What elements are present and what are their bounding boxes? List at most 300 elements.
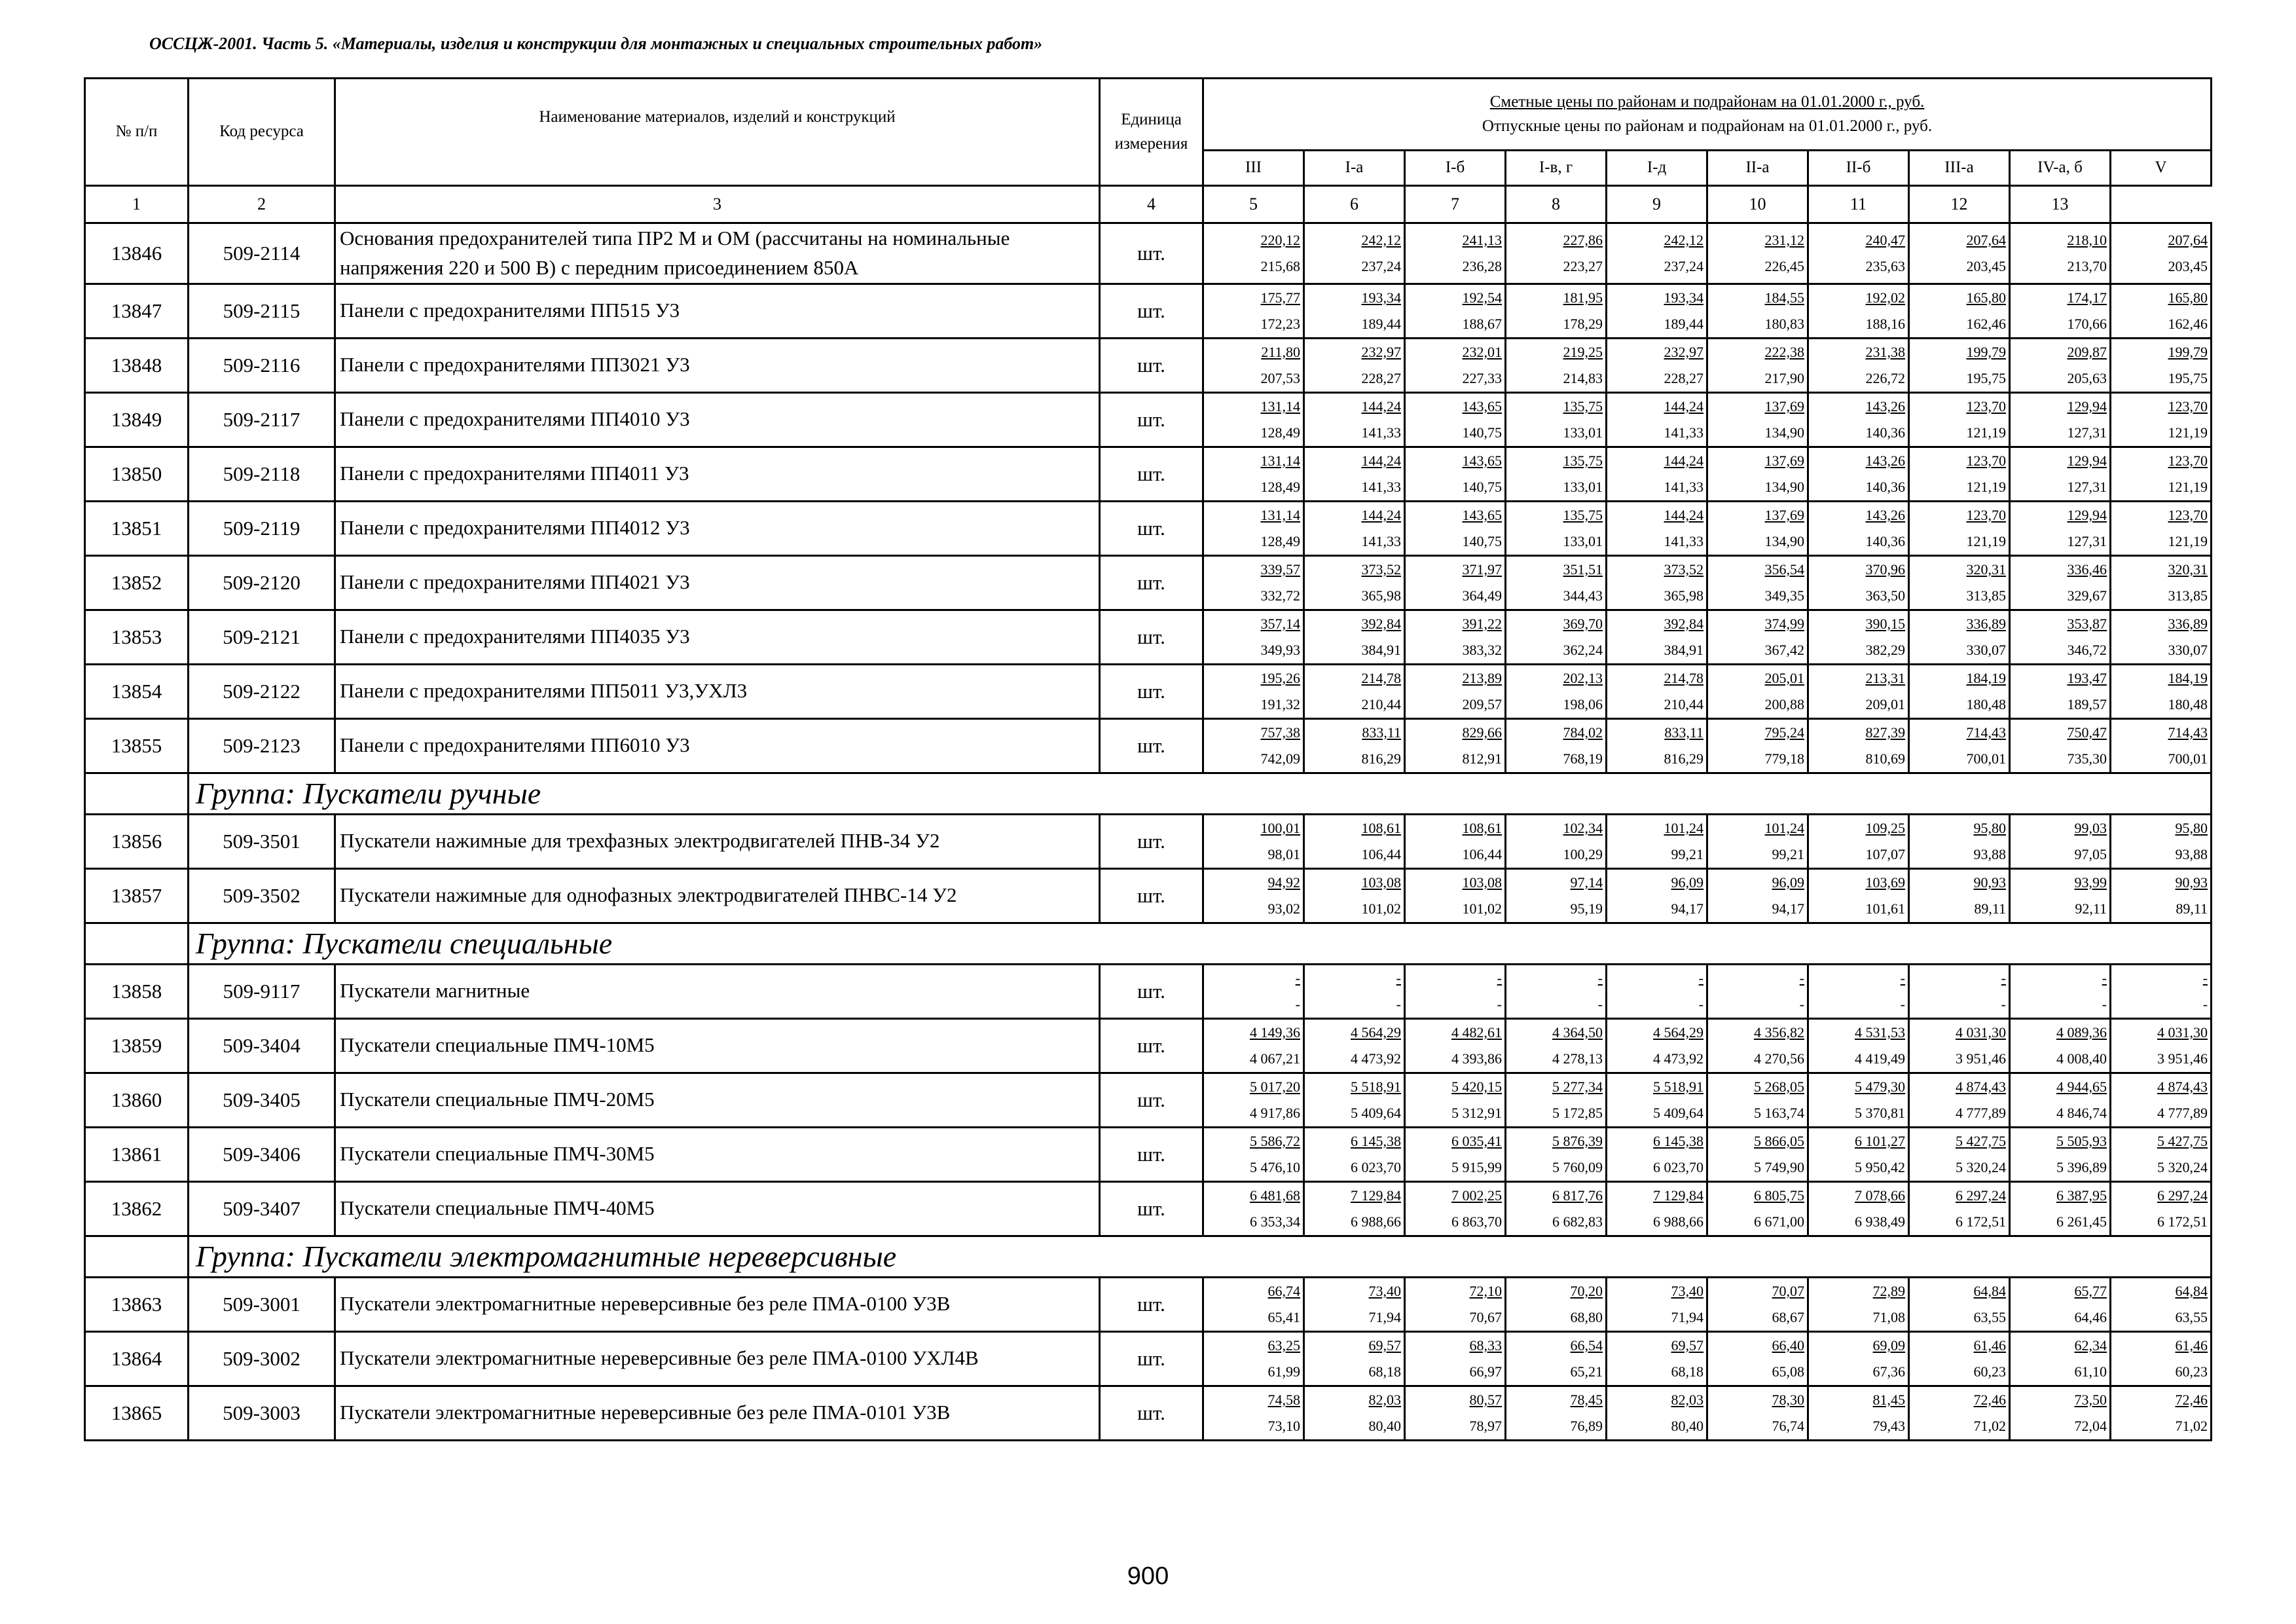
estimated-price: 240,47 [1865,231,1905,248]
table-row [85,1073,2212,1127]
release-price: 65,08 [1772,1363,1804,1380]
estimated-price: 6 481,68 [1250,1187,1300,1204]
table-row [85,555,2212,610]
estimated-price: - [1497,969,1502,986]
price-cell [1203,664,1304,718]
price-cell [1506,718,1607,773]
group-spacer [85,1236,189,1277]
estimated-price: 373,52 [1361,561,1401,578]
release-price: 189,44 [1361,315,1401,332]
item-name: Панели с предохранителями ПП3021 У3 [335,338,1100,392]
resource-code: 509-2117 [189,392,335,447]
price-cell [1506,964,1607,1018]
release-price: 76,89 [1570,1417,1603,1434]
price-cell [1607,814,1707,868]
release-price: 71,94 [1368,1308,1401,1325]
price-cell [2010,1018,2111,1073]
row-number: 13854 [85,664,189,718]
price-cell [1405,814,1506,868]
release-price: 67,36 [1872,1363,1905,1380]
estimated-price: - [2001,969,2006,986]
release-price: - [2202,995,2208,1012]
release-price: 94,17 [1772,900,1804,917]
price-cell [1304,664,1405,718]
estimated-price: 320,31 [2168,561,2208,578]
estimated-price: 192,02 [1865,289,1905,306]
estimated-price: 4 356,82 [1754,1024,1804,1041]
price-cell [1304,1018,1405,1073]
item-name: Пускатели электромагнитные нереверсивные без реле ПМА-0100 У3В [335,1277,1100,1331]
price-cell [1707,1331,1808,1386]
release-price: 106,44 [1462,845,1502,862]
estimated-price: 757,38 [1260,724,1300,741]
column-number: 9 [1607,186,1707,223]
unit: шт. [1100,555,1203,610]
release-price: 71,94 [1671,1308,1704,1325]
group-spacer [85,923,189,964]
release-price: 93,88 [2175,845,2208,862]
release-price: - [2001,995,2006,1012]
release-price: 188,67 [1462,315,1502,332]
group-row [85,923,2212,964]
estimated-price: 218,10 [2067,231,2107,248]
resource-code: 509-3501 [189,814,335,868]
price-cell [2111,1018,2212,1073]
unit: шт. [1100,964,1203,1018]
release-price: 128,49 [1260,532,1300,549]
estimated-price: 227,86 [1563,231,1603,248]
release-price: 5 320,24 [2157,1158,2208,1175]
estimated-price: 232,97 [1361,343,1401,360]
price-cell [1203,284,1304,338]
release-price: 6 023,70 [1653,1158,1704,1175]
estimated-price: 371,97 [1462,561,1502,578]
release-price: 382,29 [1865,641,1905,658]
header-region: III [1203,151,1304,186]
price-cell [2111,964,2212,1018]
resource-code: 509-2123 [189,718,335,773]
release-price: 121,19 [2168,424,2208,441]
estimated-price: 73,40 [1368,1282,1401,1299]
price-cell [1203,1277,1304,1331]
estimated-price: 143,65 [1462,452,1502,469]
item-name: Пускатели специальные ПМЧ-20М5 [335,1073,1100,1127]
price-cell [1607,718,1707,773]
estimated-price: 63,25 [1267,1337,1300,1354]
estimated-price: 95,80 [1973,819,2006,836]
estimated-price: 101,24 [1664,819,1704,836]
header-prices [1203,79,2212,151]
release-price: 134,90 [1764,532,1804,549]
estimated-price: 90,93 [2175,874,2208,891]
price-cell [1808,814,1909,868]
release-price: - [1698,995,1704,1012]
estimated-price: 80,57 [1469,1391,1502,1408]
header-region: I-д [1607,151,1707,186]
column-number: 2 [189,186,335,223]
estimated-price: 69,09 [1872,1337,1905,1354]
price-cell [1607,392,1707,447]
release-price: 329,67 [2067,587,2107,604]
release-price: 140,75 [1462,532,1502,549]
estimated-price: 70,07 [1772,1282,1804,1299]
price-cell [1707,814,1808,868]
item-name: Панели с предохранителями ПП4035 У3 [335,610,1100,664]
release-price: - [1597,995,1603,1012]
price-cell [1203,555,1304,610]
release-price: 72,04 [2074,1417,2107,1434]
price-cell [1304,1331,1405,1386]
estimated-price: 320,31 [1966,561,2006,578]
release-price: 121,19 [2168,478,2208,495]
estimated-price: 78,45 [1570,1391,1603,1408]
release-price: 93,02 [1267,900,1300,917]
release-price: 362,24 [1563,641,1603,658]
price-cell [1405,338,1506,392]
release-price: 383,32 [1462,641,1502,658]
release-price: 140,36 [1865,424,1905,441]
table-row [85,338,2212,392]
resource-code: 509-3404 [189,1018,335,1073]
estimated-price: 242,12 [1664,231,1704,248]
column-number: 8 [1506,186,1607,223]
estimated-price: 192,54 [1462,289,1502,306]
estimated-price: 207,64 [2168,231,2208,248]
release-price: 810,69 [1865,750,1905,767]
table-row [85,1277,2212,1331]
estimated-price: 6 817,76 [1552,1187,1603,1204]
release-price: 172,23 [1260,315,1300,332]
price-cell [2010,1073,2111,1127]
price-cell [1405,868,1506,923]
price-cell [1506,338,1607,392]
price-cell [1707,501,1808,555]
estimated-price: 5 427,75 [2157,1132,2208,1149]
price-cell [1304,814,1405,868]
item-name: Панели с предохранителями ПП4010 У3 [335,392,1100,447]
price-cell [1304,501,1405,555]
estimated-price: 209,87 [2067,343,2107,360]
price-cell [2111,555,2212,610]
price-cell [1405,718,1506,773]
estimated-price: 827,39 [1865,724,1905,741]
estimated-price: 391,22 [1462,615,1502,632]
estimated-price: 143,26 [1865,397,1905,415]
price-cell [1607,555,1707,610]
unit: шт. [1100,223,1203,284]
release-price: 4 270,56 [1754,1050,1804,1067]
price-cell [1808,447,1909,501]
estimated-price: 64,84 [1973,1282,2006,1299]
release-price: 92,11 [2075,900,2107,917]
estimated-price: 6 145,38 [1351,1132,1401,1149]
price-cell [1909,1331,2010,1386]
price-cell [1607,1127,1707,1181]
price-cell [1203,718,1304,773]
estimated-price: 123,70 [2168,452,2208,469]
release-price: 5 760,09 [1552,1158,1603,1175]
table-row [85,1018,2212,1073]
estimated-price: 4 944,65 [2056,1078,2107,1095]
release-price: 180,48 [1966,695,2006,712]
price-cell [2111,718,2212,773]
price-cell [2010,338,2111,392]
unit: шт. [1100,1386,1203,1440]
estimated-price: 90,93 [1973,874,2006,891]
price-cell [1909,1073,2010,1127]
price-cell [1707,964,1808,1018]
release-price: 209,01 [1865,695,1905,712]
estimated-price: 97,14 [1570,874,1603,891]
price-cell [1808,555,1909,610]
unit: шт. [1100,1073,1203,1127]
unit: шт. [1100,501,1203,555]
release-price: 71,02 [2175,1417,2208,1434]
estimated-price: 4 031,30 [1956,1024,2006,1041]
release-price: 237,24 [1361,257,1401,274]
release-price: 94,17 [1671,900,1704,917]
table-row [85,447,2212,501]
price-cell [1707,718,1808,773]
estimated-price: 222,38 [1764,343,1804,360]
resource-code: 509-3002 [189,1331,335,1386]
resource-code: 509-2114 [189,223,335,284]
release-price: 217,90 [1764,369,1804,386]
estimated-price: 5 518,91 [1351,1078,1401,1095]
release-price: - [1900,995,1905,1012]
estimated-price: 95,80 [2175,819,2208,836]
price-cell [1808,1386,1909,1440]
estimated-price: 242,12 [1361,231,1401,248]
price-cell [1203,814,1304,868]
price-cell [1707,338,1808,392]
document-header: ОССЦЖ-2001. Часть 5. «Материалы, изделия и конструкции для монтажных и специальных строительных работ» [149,34,1043,53]
release-price: 700,01 [1966,750,2006,767]
estimated-price: 7 129,84 [1351,1187,1401,1204]
release-price: 6 172,51 [2157,1213,2208,1230]
release-price: 141,33 [1664,532,1704,549]
row-number: 13851 [85,501,189,555]
estimated-price: 714,43 [2168,724,2208,741]
price-cell [1607,1277,1707,1331]
price-cell [2111,868,2212,923]
price-cell [1506,223,1607,284]
price-cell [1405,1331,1506,1386]
table-row [85,284,2212,338]
release-price: 60,23 [2175,1363,2208,1380]
price-cell [2111,1331,2212,1386]
release-price: 227,33 [1462,369,1502,386]
release-price: 735,30 [2067,750,2107,767]
price-cell [1203,1331,1304,1386]
release-price: 203,45 [1966,257,2006,274]
price-cell [2111,501,2212,555]
unit: шт. [1100,1277,1203,1331]
estimated-price: 390,15 [1865,615,1905,632]
price-cell [1707,223,1808,284]
release-price: 5 476,10 [1250,1158,1300,1175]
release-price: 4 917,86 [1250,1104,1300,1121]
release-price: 6 863,70 [1451,1213,1502,1230]
estimated-price: 129,94 [2067,397,2107,415]
release-price: 6 353,34 [1250,1213,1300,1230]
estimated-price: 392,84 [1361,615,1401,632]
estimated-price: 78,30 [1772,1391,1804,1408]
estimated-price: 199,79 [2168,343,2208,360]
release-price: 346,72 [2067,641,2107,658]
estimated-price: 73,40 [1671,1282,1704,1299]
release-price: 236,28 [1462,257,1502,274]
release-price: 6 023,70 [1351,1158,1401,1175]
price-cell [2010,284,2111,338]
estimated-price: 231,38 [1865,343,1905,360]
unit: шт. [1100,392,1203,447]
release-price: 215,68 [1260,257,1300,274]
column-number: 5 [1203,186,1304,223]
price-cell [1909,718,2010,773]
release-price: 5 370,81 [1855,1104,1905,1121]
estimated-price: 6 145,38 [1653,1132,1704,1149]
estimated-price: 69,57 [1368,1337,1401,1354]
estimated-price: 199,79 [1966,343,2006,360]
estimated-price: 219,25 [1563,343,1603,360]
estimated-price: 184,55 [1764,289,1804,306]
price-cell [1707,1181,1808,1236]
resource-code: 509-2118 [189,447,335,501]
unit: шт. [1100,1181,1203,1236]
release-price: 367,42 [1764,641,1804,658]
item-name: Пускатели нажимные для трехфазных электродвигателей ПНВ-34 У2 [335,814,1100,868]
item-name: Панели с предохранителями ПП6010 У3 [335,718,1100,773]
release-price: 6 261,45 [2056,1213,2107,1230]
estimated-price: - [1396,969,1401,986]
price-cell [1405,501,1506,555]
row-number: 13856 [85,814,189,868]
estimated-price: 129,94 [2067,452,2107,469]
price-cell [1506,814,1607,868]
price-cell [1506,1277,1607,1331]
estimated-price: 74,58 [1267,1391,1300,1408]
estimated-price: 137,69 [1764,452,1804,469]
estimated-price: 6 805,75 [1754,1187,1804,1204]
estimated-price: 72,46 [2175,1391,2208,1408]
estimated-price: 241,13 [1462,231,1502,248]
release-price: 128,49 [1260,424,1300,441]
release-price: 68,18 [1368,1363,1401,1380]
estimated-price: - [2202,969,2208,986]
price-cell [1203,1127,1304,1181]
price-cell [2111,284,2212,338]
estimated-price: 144,24 [1361,397,1401,415]
price-cell [1203,1181,1304,1236]
release-price: 133,01 [1563,424,1603,441]
release-price: 63,55 [1973,1308,2006,1325]
estimated-price: 193,34 [1361,289,1401,306]
price-cell [1808,1277,1909,1331]
price-cell [2111,1073,2212,1127]
release-price: 4 473,92 [1653,1050,1704,1067]
price-cell [1707,1127,1808,1181]
price-cell [2111,338,2212,392]
estimated-price: 135,75 [1563,506,1603,523]
release-price: 4 846,74 [2056,1104,2107,1121]
price-cell [2111,1386,2212,1440]
release-price: 198,06 [1563,695,1603,712]
price-table [84,77,2212,1441]
price-cell [1405,1127,1506,1181]
release-price: 76,74 [1772,1417,1804,1434]
row-number: 13857 [85,868,189,923]
estimated-price: 4 482,61 [1451,1024,1502,1041]
estimated-price: 93,99 [2074,874,2107,891]
release-price: 140,75 [1462,424,1502,441]
price-cell [1506,610,1607,664]
release-price: 127,31 [2067,532,2107,549]
estimated-price: 94,92 [1267,874,1300,891]
resource-code: 509-3405 [189,1073,335,1127]
release-price: 121,19 [1966,478,2006,495]
price-cell [2010,501,2111,555]
column-number: 4 [1100,186,1203,223]
price-cell [2010,223,2111,284]
estimated-price: 7 129,84 [1653,1187,1704,1204]
item-name: Пускатели нажимные для однофазных электродвигателей ПНВС-14 У2 [335,868,1100,923]
estimated-price: 144,24 [1664,506,1704,523]
price-cell [1304,284,1405,338]
release-price: 700,01 [2168,750,2208,767]
price-cell [1808,1181,1909,1236]
release-price: - [1295,995,1300,1012]
price-cell [1808,1127,1909,1181]
estimated-price: 123,70 [1966,397,2006,415]
release-price: 101,02 [1462,900,1502,917]
price-cell [1405,1073,1506,1127]
item-name: Пускатели электромагнитные нереверсивные без реле ПМА-0100 УХЛ4В [335,1331,1100,1386]
price-cell [1405,1181,1506,1236]
price-cell [1405,555,1506,610]
release-price: 5 749,90 [1754,1158,1804,1175]
estimated-price: 193,47 [2067,669,2107,686]
estimated-price: 374,99 [1764,615,1804,632]
estimated-price: 392,84 [1664,615,1704,632]
estimated-price: 5 479,30 [1855,1078,1905,1095]
estimated-price: 144,24 [1664,452,1704,469]
estimated-price: 833,11 [1362,724,1401,741]
release-price: 68,18 [1671,1363,1704,1380]
item-name: Пускатели специальные ПМЧ-40М5 [335,1181,1100,1236]
release-price: 365,98 [1664,587,1704,604]
item-name: Панели с предохранителями ПП515 У3 [335,284,1100,338]
estimated-price: - [1799,969,1804,986]
table-row [85,392,2212,447]
estimated-price: 108,61 [1462,819,1502,836]
table-row [85,1181,2212,1236]
price-cell [1607,964,1707,1018]
price-cell [1607,610,1707,664]
release-price: 70,67 [1469,1308,1502,1325]
price-cell [1707,555,1808,610]
estimated-price: 5 420,15 [1451,1078,1502,1095]
estimated-price: 66,74 [1267,1282,1300,1299]
release-price: 140,36 [1865,532,1905,549]
release-price: 140,36 [1865,478,1905,495]
release-price: 210,44 [1664,695,1704,712]
table-row [85,1127,2212,1181]
estimated-price: 100,01 [1260,819,1300,836]
release-price: 61,10 [2074,1363,2107,1380]
price-cell [1909,814,2010,868]
estimated-price: 202,13 [1563,669,1603,686]
